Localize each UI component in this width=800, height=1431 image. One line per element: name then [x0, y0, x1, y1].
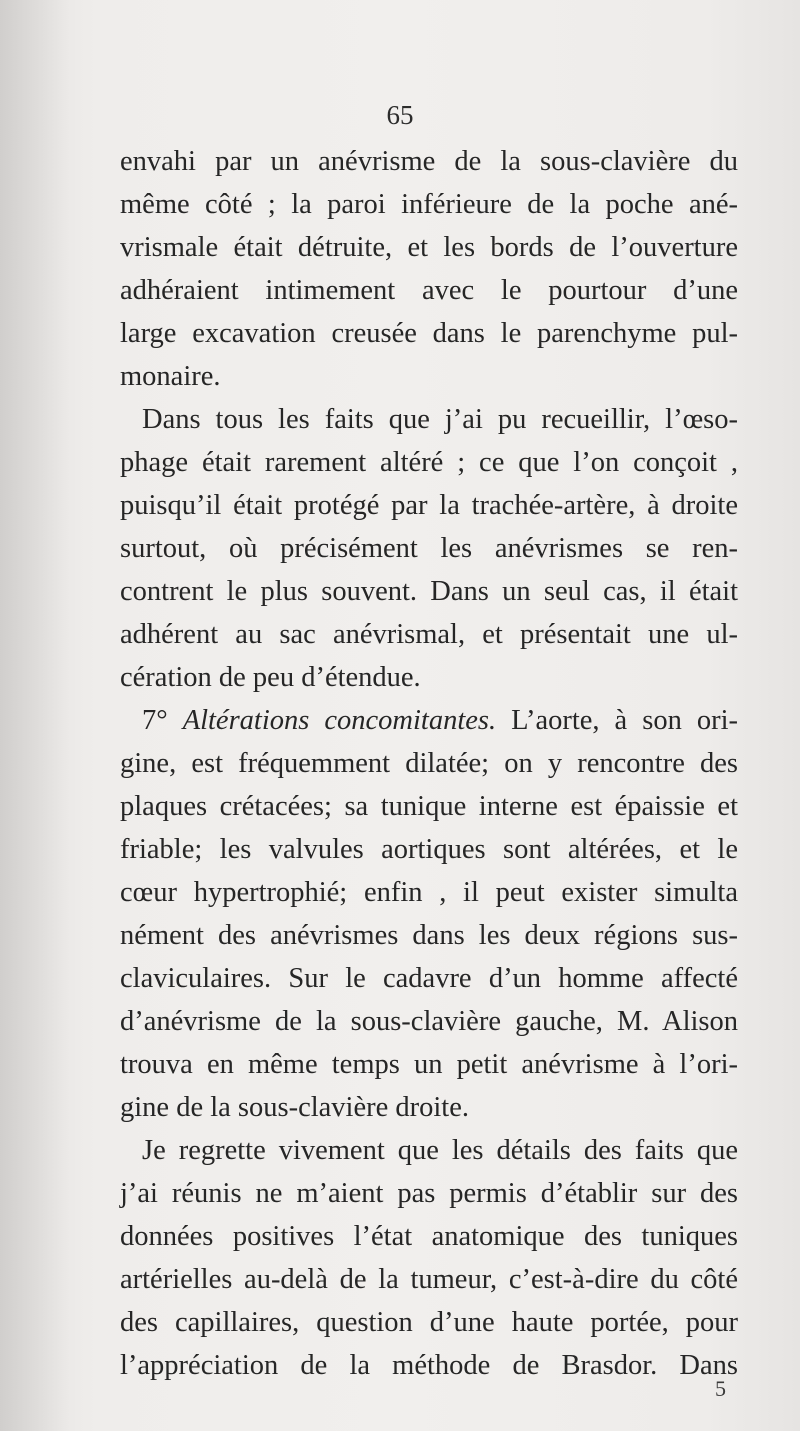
- text-line: l’appréciation de la méthode de Brasdor. Dans: [120, 1350, 738, 1381]
- text-line: artérielles au-delà de la tumeur, c’est-à-dire du côté: [120, 1264, 738, 1295]
- section-title: Altérations concomitantes.: [182, 705, 497, 736]
- text-line: trouva en même temps un petit anévrisme à l’ori-: [120, 1049, 738, 1080]
- signature-mark: 5: [715, 1376, 726, 1401]
- page-number: 65: [386, 100, 414, 130]
- text-line: des capillaires, question d’une haute portée, pour: [120, 1307, 738, 1338]
- text-line: claviculaires. Sur le cadavre d’un homme affecté: [120, 963, 738, 994]
- text-line: friable; les valvules aortiques sont altérées, et le: [120, 834, 738, 865]
- text-line: monaire.: [120, 361, 221, 392]
- text-line: d’anévrisme de la sous-clavière gauche, M. Alison: [120, 1006, 738, 1037]
- text-line: nément des anévrismes dans les deux régions sus-: [120, 920, 738, 951]
- section-text: L’aorte, à son ori-: [496, 705, 739, 736]
- text-line: envahi par un anévrisme de la sous-clavière du: [120, 146, 738, 177]
- section-heading-line: [120, 699, 738, 742]
- text-line: Je regrette vivement que les détails des faits que: [142, 1135, 738, 1166]
- text-line: gine, est fréquemment dilatée; on y rencontre des: [120, 748, 738, 779]
- text-line: large excavation creusée dans le parenchyme pul-: [120, 318, 738, 349]
- text-line: adhéraient intimement avec le pourtour d’une: [120, 275, 738, 306]
- text-line: j’ai réunis ne m’aient pas permis d’établir sur des: [120, 1178, 738, 1209]
- section-number: 7°: [142, 705, 168, 736]
- text-line: données positives l’état anatomique des tuniques: [120, 1221, 738, 1252]
- text-line: surtout, où précisément les anévrismes se ren-: [120, 533, 738, 564]
- text-line: puisqu’il était protégé par la trachée-artère, à droite: [120, 490, 738, 521]
- text-line: contrent le plus souvent. Dans un seul cas, il était: [120, 576, 738, 607]
- text-line: adhérent au sac anévrismal, et présentait une ul-: [120, 619, 738, 650]
- text-line: Dans tous les faits que j’ai pu recueillir, l’œso-: [142, 404, 738, 435]
- text-line: cération de peu d’étendue.: [120, 662, 421, 693]
- page-edge-shadow: [0, 0, 70, 1431]
- text-line: plaques crétacées; sa tunique interne est épaissie et: [120, 791, 738, 822]
- body-text: [120, 140, 738, 1387]
- text-line: cœur hypertrophié; enfin , il peut exister simulta: [120, 877, 738, 908]
- text-line: vrismale était détruite, et les bords de l’ouverture: [120, 232, 738, 263]
- text-line: même côté ; la paroi inférieure de la poche ané-: [120, 189, 738, 220]
- text-line: gine de la sous-clavière droite.: [120, 1092, 469, 1123]
- text-line: phage était rarement altéré ; ce que l’on conçoit ,: [120, 447, 738, 478]
